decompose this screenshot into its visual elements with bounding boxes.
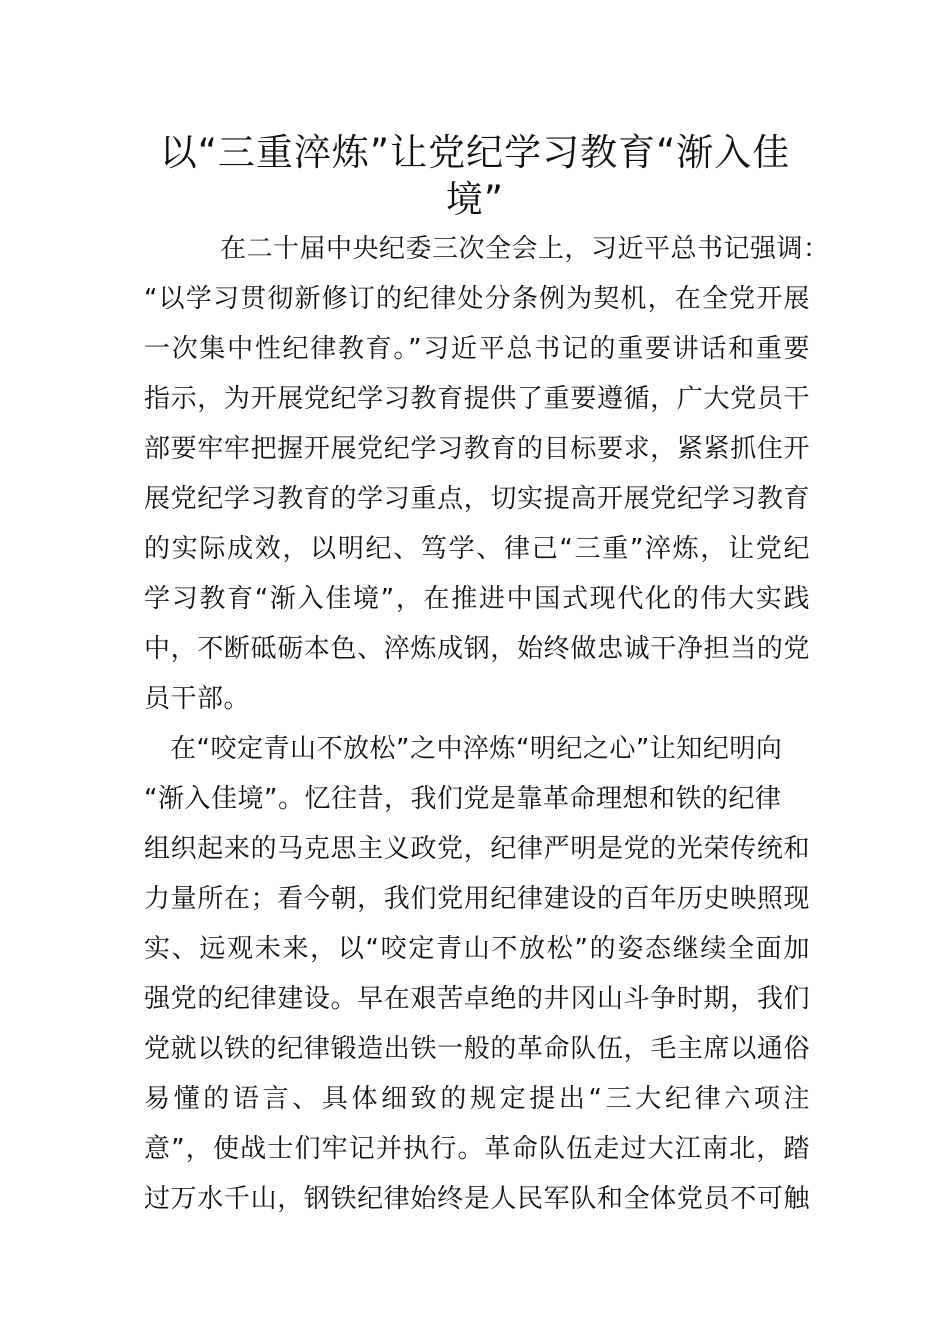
document-title-line-1: 以“三重淬炼”让党纪学习教育“渐入佳: [159, 131, 791, 174]
text-line: 中，不断砥砺本色、淬炼成钢，始终做忠诚干净担当的党: [144, 634, 810, 664]
text-line: 在“咬定青山不放松”之中淬炼“明纪之心”让知纪明向: [170, 734, 783, 764]
text-line: 在二十届中央纪委三次全会上，习近平总书记强调：: [220, 234, 830, 264]
text-line: 部要牢牢把握开展党纪学习教育的目标要求，紧紧抓住开: [144, 434, 810, 464]
text-line: “以学习贯彻新修订的纪律处分条例为契机，在全党开展: [144, 284, 810, 314]
text-line: 过万水千山，钢铁纪律始终是人民军队和全体党员不可触: [144, 1184, 810, 1214]
document-title-line-2: 境”: [445, 178, 505, 221]
text-line: 学习教育“渐入佳境”，在推进中国式现代化的伟大实践: [144, 584, 810, 614]
text-line: “渐入佳境”。忆往昔，我们党是靠革命理想和铁的纪律: [144, 784, 782, 814]
text-line: 的实际成效，以明纪、笃学、律己“三重”淬炼，让党纪: [144, 534, 810, 564]
text-line: 一次集中性纪律教育。”习近平总书记的重要讲话和重要: [144, 334, 810, 364]
text-line: 员干部。: [144, 684, 251, 714]
text-line: 展党纪学习教育的学习重点，切实提高开展党纪学习教育: [144, 484, 810, 514]
text-line: 意”，使战士们牢记并执行。革命队伍走过大江南北，踏: [144, 1134, 810, 1164]
text-line: 强党的纪律建设。早在艰苦卓绝的井冈山斗争时期，我们: [144, 984, 810, 1014]
text-line: 实、远观未来，以“咬定青山不放松”的姿态继续全面加: [144, 934, 810, 964]
text-line: 指示，为开展党纪学习教育提供了重要遵循，广大党员干: [144, 384, 810, 414]
text-line: 力量所在；看今朝，我们党用纪律建设的百年历史映照现: [144, 884, 810, 914]
text-line: 易懂的语言、具体细致的规定提出“三大纪律六项注: [144, 1084, 810, 1114]
text-line: 组织起来的马克思主义政党，纪律严明是党的光荣传统和: [144, 834, 810, 864]
text-line: 党就以铁的纪律锻造出铁一般的革命队伍，毛主席以通俗: [144, 1034, 810, 1064]
